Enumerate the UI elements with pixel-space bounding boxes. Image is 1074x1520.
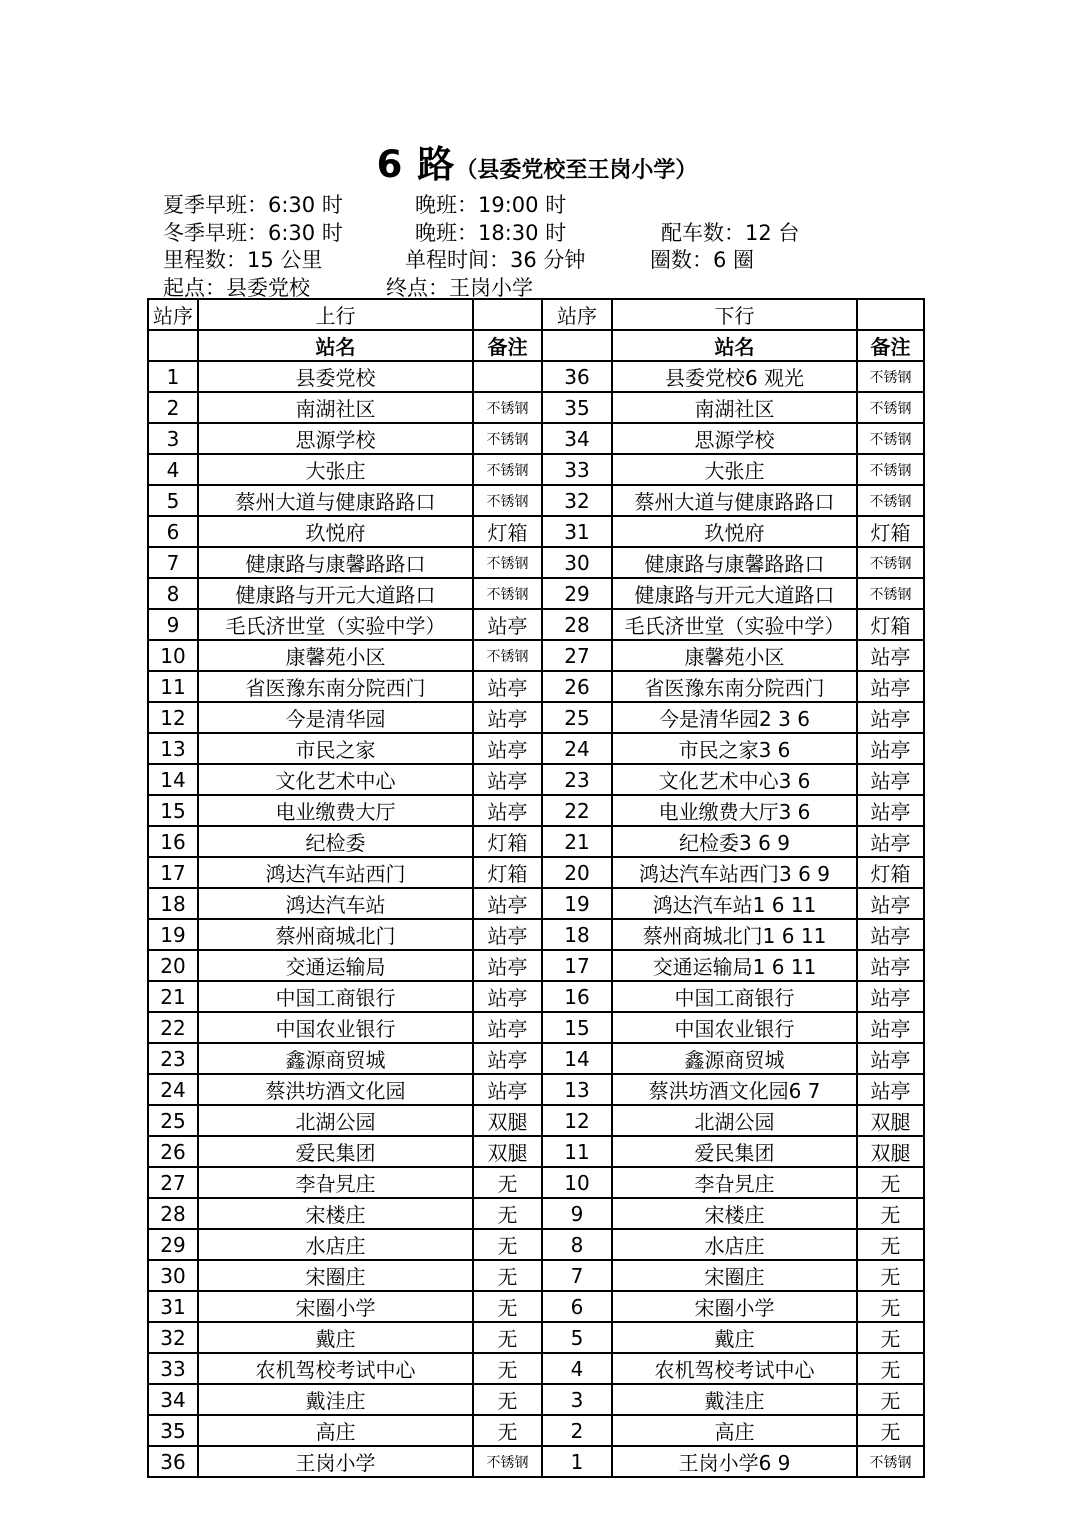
down-no-cell: 17 <box>542 950 612 981</box>
up-remark-cell: 灯箱 <box>473 826 542 857</box>
table-row <box>148 1012 924 1043</box>
down-remark-cell: 站亭 <box>857 1043 924 1074</box>
up-name-cell: 王岗小学 <box>198 1446 473 1477</box>
up-remark-cell: 无 <box>473 1353 542 1384</box>
table-row <box>148 671 924 702</box>
up-remark-cell: 不锈钢 <box>473 454 542 485</box>
up-name-cell: 电业缴费大厅 <box>198 795 473 826</box>
up-name-cell: 戴庄 <box>198 1322 473 1353</box>
origin-station: 起点：县委党校 <box>163 275 310 300</box>
down-no-cell: 23 <box>542 764 612 795</box>
down-no-cell: 36 <box>542 361 612 392</box>
down-remark-cell: 站亭 <box>857 671 924 702</box>
down-name-cell: 省医豫东南分院西门 <box>612 671 857 702</box>
up-remark-cell: 站亭 <box>473 1074 542 1105</box>
down-remark-cell: 无 <box>857 1260 924 1291</box>
down-station-order-header: 站序 <box>542 299 612 330</box>
table-row <box>148 919 924 950</box>
down-remark-cell: 无 <box>857 1229 924 1260</box>
up-name-cell: 中国工商银行 <box>198 981 473 1012</box>
down-remark-cell: 站亭 <box>857 1074 924 1105</box>
table-row <box>148 764 924 795</box>
down-no-cell: 18 <box>542 919 612 950</box>
down-remark-header: 备注 <box>857 330 924 361</box>
table-row <box>148 888 924 919</box>
down-no-cell: 14 <box>542 1043 612 1074</box>
down-name-cell: 思源学校 <box>612 423 857 454</box>
up-no-cell: 18 <box>148 888 198 919</box>
down-name-cell: 大张庄 <box>612 454 857 485</box>
up-name-cell: 康馨苑小区 <box>198 640 473 671</box>
table-row <box>148 1384 924 1415</box>
up-no-cell: 11 <box>148 671 198 702</box>
table-row <box>148 950 924 981</box>
info-line-endpoints <box>163 272 953 300</box>
down-name-cell: 戴庄 <box>612 1322 857 1353</box>
up-no-cell: 32 <box>148 1322 198 1353</box>
down-name-cell: 农机驾校考试中心 <box>612 1353 857 1384</box>
down-remark-cell: 站亭 <box>857 795 924 826</box>
up-remark-cell: 站亭 <box>473 950 542 981</box>
down-name-cell: 宋圈庄 <box>612 1260 857 1291</box>
up-station-name-header: 站名 <box>198 330 473 361</box>
down-no-cell: 2 <box>542 1415 612 1446</box>
down-name-cell: 县委党校6 观光 <box>612 361 857 392</box>
up-name-cell: 中国农业银行 <box>198 1012 473 1043</box>
up-name-cell: 宋圈庄 <box>198 1260 473 1291</box>
down-name-cell: 纪检委3 6 9 <box>612 826 857 857</box>
down-name-cell: 李旮旯庄 <box>612 1167 857 1198</box>
down-no-cell: 6 <box>542 1291 612 1322</box>
up-no-cell: 9 <box>148 609 198 640</box>
down-no-cell: 8 <box>542 1229 612 1260</box>
up-name-cell: 高庄 <box>198 1415 473 1446</box>
down-name-cell: 水店庄 <box>612 1229 857 1260</box>
up-remark-cell: 站亭 <box>473 671 542 702</box>
up-name-cell: 爱民集团 <box>198 1136 473 1167</box>
up-no-cell: 17 <box>148 857 198 888</box>
up-no-cell: 28 <box>148 1198 198 1229</box>
up-remark-cell: 无 <box>473 1260 542 1291</box>
up-name-cell: 健康路与康馨路路口 <box>198 547 473 578</box>
info-line-winter <box>163 217 953 245</box>
down-no-cell: 26 <box>542 671 612 702</box>
down-no-cell: 3 <box>542 1384 612 1415</box>
down-no-cell: 15 <box>542 1012 612 1043</box>
down-name-cell: 王岗小学6 9 <box>612 1446 857 1477</box>
down-name-cell: 北湖公园 <box>612 1105 857 1136</box>
up-name-cell: 蔡州大道与健康路路口 <box>198 485 473 516</box>
down-no-cell: 32 <box>542 485 612 516</box>
down-name-cell: 电业缴费大厅3 6 <box>612 795 857 826</box>
table-row <box>148 981 924 1012</box>
up-name-cell: 思源学校 <box>198 423 473 454</box>
up-remark-cell: 无 <box>473 1415 542 1446</box>
fleet-count: 配车数：12 台 <box>661 220 800 245</box>
down-no-cell: 1 <box>542 1446 612 1477</box>
table-row <box>148 1136 924 1167</box>
table-row <box>148 454 924 485</box>
down-no-cell: 22 <box>542 795 612 826</box>
up-remark-cell: 不锈钢 <box>473 640 542 671</box>
down-remark-cell: 双腿 <box>857 1105 924 1136</box>
up-no-cell: 13 <box>148 733 198 764</box>
down-no-cell: 9 <box>542 1198 612 1229</box>
route-number-title: 6 路 <box>376 143 456 186</box>
summer-first-bus: 夏季早班：6:30 时 <box>163 193 343 217</box>
table-row <box>148 1167 924 1198</box>
down-remark-cell: 站亭 <box>857 919 924 950</box>
up-no-cell: 8 <box>148 578 198 609</box>
up-no-cell: 19 <box>148 919 198 950</box>
down-no-cell: 11 <box>542 1136 612 1167</box>
down-name-cell: 健康路与开元大道路口 <box>612 578 857 609</box>
up-no-cell: 31 <box>148 1291 198 1322</box>
down-name-cell: 健康路与康馨路路口 <box>612 547 857 578</box>
down-remark-cell: 灯箱 <box>857 609 924 640</box>
up-no-cell: 1 <box>148 361 198 392</box>
down-remark-cell: 站亭 <box>857 826 924 857</box>
down-no-cell: 35 <box>542 392 612 423</box>
up-remark-cell: 无 <box>473 1229 542 1260</box>
route-endpoints-subtitle: （县委党校至王岗小学） <box>455 158 698 183</box>
up-name-cell: 大张庄 <box>198 454 473 485</box>
up-remark-cell <box>473 361 542 392</box>
down-no-cell: 27 <box>542 640 612 671</box>
info-line-mileage <box>163 244 953 272</box>
up-name-cell: 鑫源商贸城 <box>198 1043 473 1074</box>
table-row <box>148 795 924 826</box>
info-line-summer <box>163 189 953 217</box>
up-remark-cell: 站亭 <box>473 733 542 764</box>
up-no-cell: 4 <box>148 454 198 485</box>
table-row <box>148 857 924 888</box>
up-no-cell: 3 <box>148 423 198 454</box>
up-direction-header: 上行 <box>198 299 473 330</box>
up-no-cell: 35 <box>148 1415 198 1446</box>
down-remark-cell: 灯箱 <box>857 857 924 888</box>
down-no-cell: 13 <box>542 1074 612 1105</box>
down-remark-cell: 无 <box>857 1198 924 1229</box>
down-remark-cell: 不锈钢 <box>857 423 924 454</box>
up-order-spacer <box>148 330 198 361</box>
winter-last-bus: 晚班：18:30 时 <box>415 220 567 245</box>
down-name-cell: 爱民集团 <box>612 1136 857 1167</box>
loop-count: 圈数：6 圈 <box>650 248 755 272</box>
down-remark-cell: 站亭 <box>857 950 924 981</box>
summer-last-bus: 晚班：19:00 时 <box>415 193 567 217</box>
down-name-cell: 蔡州商城北门1 6 11 <box>612 919 857 950</box>
up-no-cell: 36 <box>148 1446 198 1477</box>
table-row <box>148 547 924 578</box>
down-name-cell: 鸿达汽车站1 6 11 <box>612 888 857 919</box>
table-row <box>148 1322 924 1353</box>
up-name-cell: 省医豫东南分院西门 <box>198 671 473 702</box>
up-name-cell: 今是清华园 <box>198 702 473 733</box>
up-no-cell: 6 <box>148 516 198 547</box>
down-remark-cell: 无 <box>857 1353 924 1384</box>
up-no-cell: 15 <box>148 795 198 826</box>
up-name-cell: 蔡州商城北门 <box>198 919 473 950</box>
table-row <box>148 609 924 640</box>
header-row-columns <box>148 330 924 361</box>
down-no-cell: 29 <box>542 578 612 609</box>
up-remark-cell: 站亭 <box>473 1012 542 1043</box>
down-no-cell: 20 <box>542 857 612 888</box>
up-name-cell: 毛氏济世堂（实验中学） <box>198 609 473 640</box>
down-remark-cell: 站亭 <box>857 733 924 764</box>
table-row <box>148 1074 924 1105</box>
down-remark-cell: 无 <box>857 1291 924 1322</box>
table-row <box>148 1229 924 1260</box>
up-no-cell: 7 <box>148 547 198 578</box>
down-remark-cell: 站亭 <box>857 640 924 671</box>
terminus-station: 终点：王岗小学 <box>386 275 533 300</box>
up-remark-cell: 站亭 <box>473 888 542 919</box>
up-name-cell: 鸿达汽车站 <box>198 888 473 919</box>
table-row <box>148 1446 924 1477</box>
up-remark-cell: 站亭 <box>473 919 542 950</box>
up-name-cell: 县委党校 <box>198 361 473 392</box>
up-remark-cell: 双腿 <box>473 1136 542 1167</box>
up-remark-cell: 站亭 <box>473 795 542 826</box>
down-no-cell: 24 <box>542 733 612 764</box>
up-remark-cell: 无 <box>473 1198 542 1229</box>
down-name-cell: 中国工商银行 <box>612 981 857 1012</box>
up-name-cell: 宋楼庄 <box>198 1198 473 1229</box>
up-no-cell: 2 <box>148 392 198 423</box>
up-remark-cell: 不锈钢 <box>473 423 542 454</box>
down-remark-cell: 站亭 <box>857 888 924 919</box>
table-row <box>148 1353 924 1384</box>
up-remark-cell: 双腿 <box>473 1105 542 1136</box>
table-row <box>148 1043 924 1074</box>
down-name-cell: 文化艺术中心3 6 <box>612 764 857 795</box>
down-remark-cell: 不锈钢 <box>857 485 924 516</box>
down-name-cell: 毛氏济世堂（实验中学） <box>612 609 857 640</box>
up-remark-cell: 无 <box>473 1384 542 1415</box>
table-row <box>148 702 924 733</box>
table-row <box>148 640 924 671</box>
down-name-cell: 鑫源商贸城 <box>612 1043 857 1074</box>
down-remark-cell: 无 <box>857 1384 924 1415</box>
down-remark-cell: 无 <box>857 1167 924 1198</box>
up-name-cell: 文化艺术中心 <box>198 764 473 795</box>
up-no-cell: 24 <box>148 1074 198 1105</box>
route-table <box>147 298 925 1478</box>
up-remark-cell: 无 <box>473 1167 542 1198</box>
table-row <box>148 1415 924 1446</box>
down-no-cell: 4 <box>542 1353 612 1384</box>
down-direction-header: 下行 <box>612 299 857 330</box>
down-remark-cell: 站亭 <box>857 981 924 1012</box>
up-name-cell: 宋圈小学 <box>198 1291 473 1322</box>
route-table-header <box>148 299 924 361</box>
up-no-cell: 26 <box>148 1136 198 1167</box>
table-row <box>148 1105 924 1136</box>
down-remark-cell: 不锈钢 <box>857 547 924 578</box>
up-remark-cell: 站亭 <box>473 981 542 1012</box>
up-no-cell: 22 <box>148 1012 198 1043</box>
down-no-cell: 28 <box>542 609 612 640</box>
down-remark-cell: 灯箱 <box>857 516 924 547</box>
up-name-cell: 水店庄 <box>198 1229 473 1260</box>
up-header-spacer <box>473 299 542 330</box>
down-remark-cell: 无 <box>857 1322 924 1353</box>
up-name-cell: 蔡洪坊酒文化园 <box>198 1074 473 1105</box>
winter-first-bus: 冬季早班：6:30 时 <box>163 220 343 245</box>
down-name-cell: 宋圈小学 <box>612 1291 857 1322</box>
down-name-cell: 宋楼庄 <box>612 1198 857 1229</box>
up-station-order-header: 站序 <box>148 299 198 330</box>
down-no-cell: 19 <box>542 888 612 919</box>
down-no-cell: 34 <box>542 423 612 454</box>
down-no-cell: 21 <box>542 826 612 857</box>
header-row-direction <box>148 299 924 330</box>
down-remark-cell: 不锈钢 <box>857 1446 924 1477</box>
down-name-cell: 鸿达汽车站西门3 6 9 <box>612 857 857 888</box>
table-row <box>148 1198 924 1229</box>
up-name-cell: 戴洼庄 <box>198 1384 473 1415</box>
up-remark-cell: 站亭 <box>473 764 542 795</box>
up-remark-cell: 灯箱 <box>473 516 542 547</box>
down-no-cell: 7 <box>542 1260 612 1291</box>
up-name-cell: 市民之家 <box>198 733 473 764</box>
down-name-cell: 市民之家3 6 <box>612 733 857 764</box>
up-remark-cell: 无 <box>473 1322 542 1353</box>
page-title <box>0 134 1074 188</box>
down-order-spacer <box>542 330 612 361</box>
up-no-cell: 16 <box>148 826 198 857</box>
up-no-cell: 5 <box>148 485 198 516</box>
table-row <box>148 1260 924 1291</box>
up-no-cell: 29 <box>148 1229 198 1260</box>
up-no-cell: 21 <box>148 981 198 1012</box>
up-remark-cell: 无 <box>473 1291 542 1322</box>
up-name-cell: 玖悦府 <box>198 516 473 547</box>
up-no-cell: 34 <box>148 1384 198 1415</box>
up-no-cell: 12 <box>148 702 198 733</box>
down-name-cell: 蔡洪坊酒文化园6 7 <box>612 1074 857 1105</box>
down-name-cell: 交通运输局1 6 11 <box>612 950 857 981</box>
down-remark-cell: 站亭 <box>857 702 924 733</box>
up-remark-cell: 站亭 <box>473 702 542 733</box>
table-row <box>148 733 924 764</box>
route-info-block <box>163 189 953 299</box>
up-name-cell: 南湖社区 <box>198 392 473 423</box>
table-row <box>148 516 924 547</box>
down-no-cell: 31 <box>542 516 612 547</box>
down-name-cell: 玖悦府 <box>612 516 857 547</box>
table-row <box>148 1291 924 1322</box>
down-no-cell: 33 <box>542 454 612 485</box>
one-way-time: 单程时间：36 分钟 <box>405 248 586 272</box>
down-name-cell: 蔡州大道与健康路路口 <box>612 485 857 516</box>
up-no-cell: 23 <box>148 1043 198 1074</box>
up-name-cell: 北湖公园 <box>198 1105 473 1136</box>
down-remark-cell: 无 <box>857 1415 924 1446</box>
down-no-cell: 5 <box>542 1322 612 1353</box>
up-no-cell: 27 <box>148 1167 198 1198</box>
down-remark-cell: 站亭 <box>857 764 924 795</box>
down-station-name-header: 站名 <box>612 330 857 361</box>
down-no-cell: 25 <box>542 702 612 733</box>
down-header-spacer <box>857 299 924 330</box>
down-no-cell: 30 <box>542 547 612 578</box>
down-name-cell: 中国农业银行 <box>612 1012 857 1043</box>
up-remark-cell: 不锈钢 <box>473 578 542 609</box>
table-row <box>148 485 924 516</box>
up-remark-cell: 站亭 <box>473 609 542 640</box>
down-remark-cell: 不锈钢 <box>857 361 924 392</box>
up-no-cell: 14 <box>148 764 198 795</box>
route-table-body <box>148 361 924 1477</box>
up-no-cell: 25 <box>148 1105 198 1136</box>
down-remark-cell: 双腿 <box>857 1136 924 1167</box>
table-row <box>148 392 924 423</box>
down-remark-cell: 不锈钢 <box>857 454 924 485</box>
up-no-cell: 30 <box>148 1260 198 1291</box>
up-name-cell: 鸿达汽车站西门 <box>198 857 473 888</box>
table-row <box>148 423 924 454</box>
up-name-cell: 纪检委 <box>198 826 473 857</box>
down-name-cell: 康馨苑小区 <box>612 640 857 671</box>
up-remark-cell: 灯箱 <box>473 857 542 888</box>
up-remark-cell: 不锈钢 <box>473 547 542 578</box>
up-remark-cell: 不锈钢 <box>473 1446 542 1477</box>
down-name-cell: 高庄 <box>612 1415 857 1446</box>
up-remark-header: 备注 <box>473 330 542 361</box>
down-remark-cell: 不锈钢 <box>857 392 924 423</box>
up-name-cell: 健康路与开元大道路口 <box>198 578 473 609</box>
up-name-cell: 李旮旯庄 <box>198 1167 473 1198</box>
table-row <box>148 826 924 857</box>
up-no-cell: 20 <box>148 950 198 981</box>
down-name-cell: 南湖社区 <box>612 392 857 423</box>
down-remark-cell: 不锈钢 <box>857 578 924 609</box>
up-remark-cell: 站亭 <box>473 1043 542 1074</box>
mileage: 里程数：15 公里 <box>163 248 323 272</box>
down-remark-cell: 站亭 <box>857 1012 924 1043</box>
table-row <box>148 578 924 609</box>
up-name-cell: 农机驾校考试中心 <box>198 1353 473 1384</box>
down-no-cell: 12 <box>542 1105 612 1136</box>
table-row <box>148 361 924 392</box>
up-remark-cell: 不锈钢 <box>473 392 542 423</box>
up-name-cell: 交通运输局 <box>198 950 473 981</box>
up-no-cell: 10 <box>148 640 198 671</box>
up-no-cell: 33 <box>148 1353 198 1384</box>
down-name-cell: 今是清华园2 3 6 <box>612 702 857 733</box>
down-no-cell: 16 <box>542 981 612 1012</box>
up-remark-cell: 不锈钢 <box>473 485 542 516</box>
down-no-cell: 10 <box>542 1167 612 1198</box>
down-name-cell: 戴洼庄 <box>612 1384 857 1415</box>
